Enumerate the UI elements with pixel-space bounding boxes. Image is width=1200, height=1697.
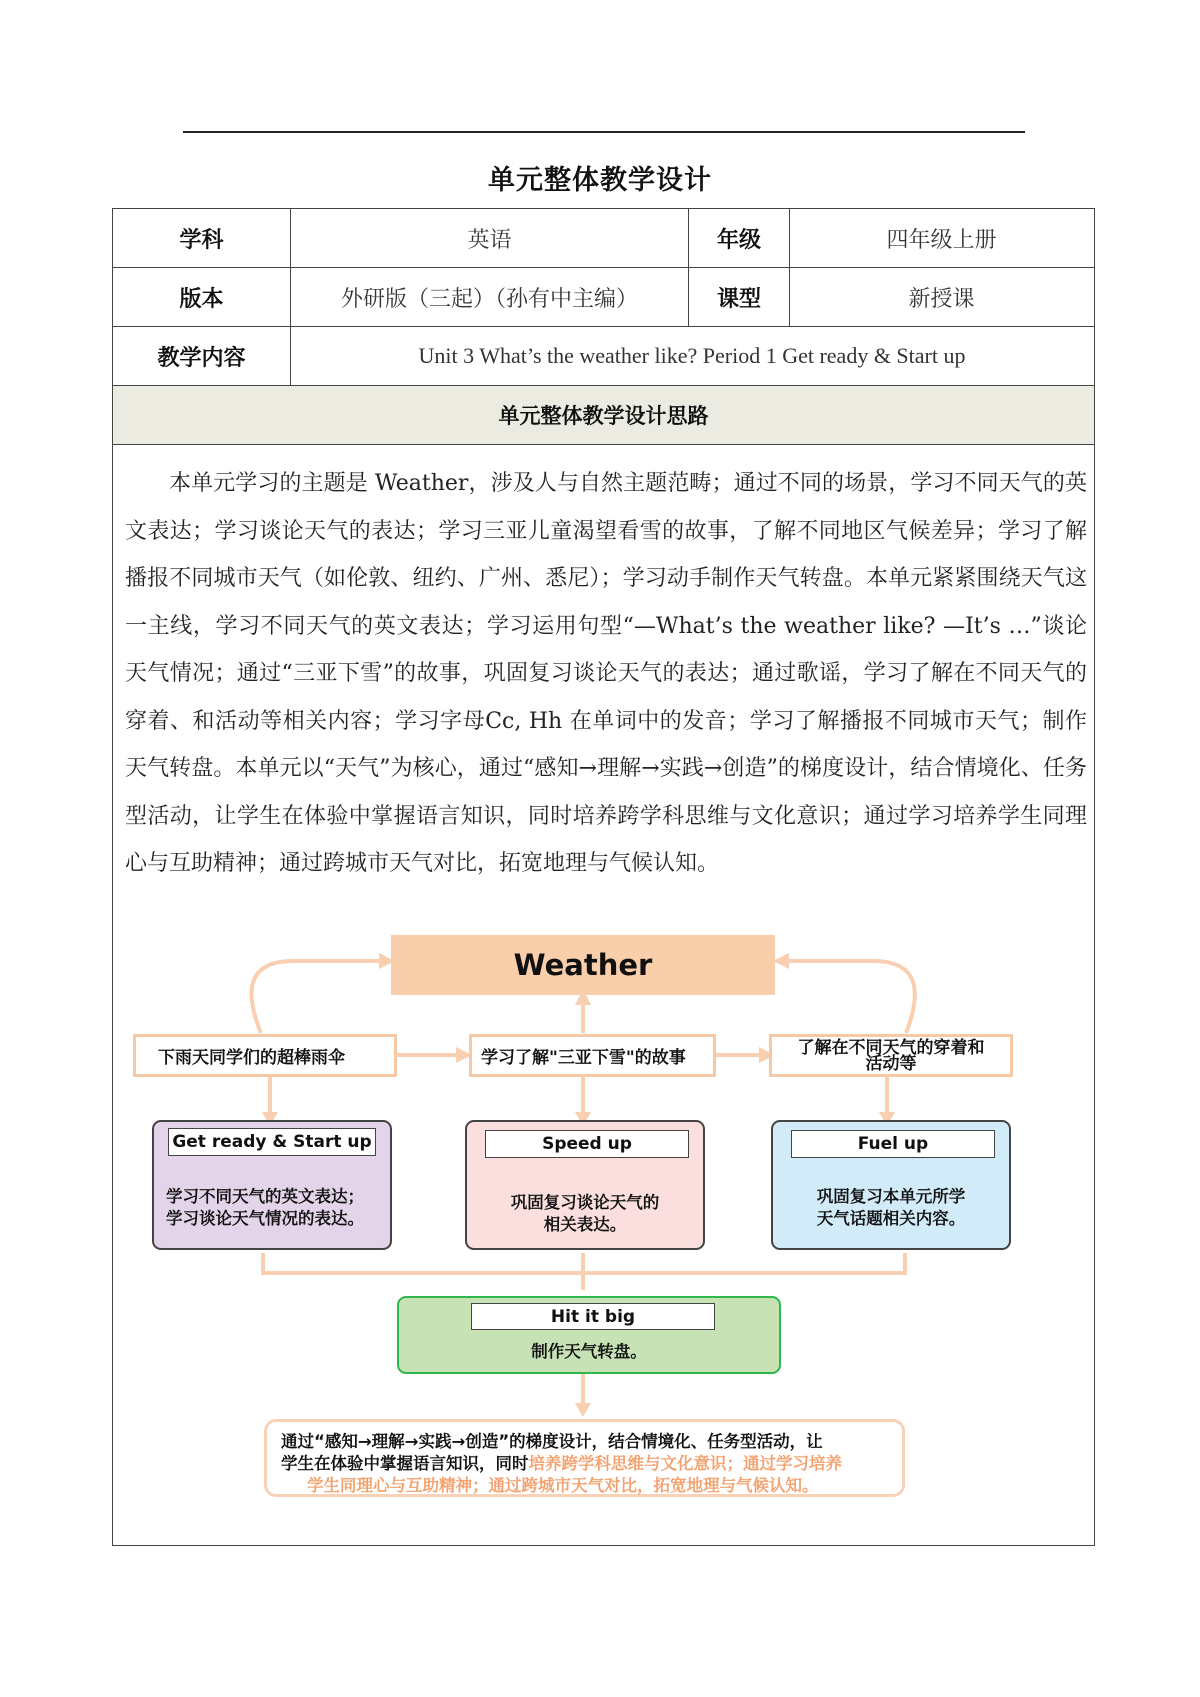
arrowhead <box>773 953 789 969</box>
stage-title: Speed up <box>485 1130 689 1158</box>
edition-label: 版本 <box>113 268 291 326</box>
stage-body-line: 学习不同天气的英文表达； <box>166 1187 364 1206</box>
grade-value: 四年级上册 <box>886 226 997 252</box>
stage-title: Get ready & Start up <box>168 1128 376 1156</box>
arrow-right-curve <box>789 961 915 1033</box>
stage-body-line: 学习谈论天气情况的表达。 <box>166 1209 364 1228</box>
edition-value: 外研版（三起）（孙有中主编） <box>291 268 689 326</box>
conclusion-text-highlight: 培养跨学科思维与文化意识；通过学习培养 <box>528 1454 842 1473</box>
stage-body-line: 巩固复习谈论天气的 <box>510 1193 660 1212</box>
stage-body: 制作天气转盘。 <box>531 1342 647 1361</box>
subject-label: 学科 <box>113 209 291 267</box>
stage-speed-up <box>465 1120 705 1250</box>
top-rule <box>183 131 1025 133</box>
stage-body-line: 天气话题相关内容。 <box>816 1209 966 1228</box>
content-label: 教学内容 <box>113 327 291 385</box>
stage-body <box>166 1186 380 1230</box>
subject-value: 英语 <box>291 209 689 267</box>
conclusion-line: 学生同理心与互助精神；通过跨城市天气对比，拓宽地理与气候认知。 <box>307 1476 819 1495</box>
content-value: Unit 3 What’s the weather like? Period 1 Get ready & Start up <box>418 343 966 368</box>
lesson-type-value: 新授课 <box>908 285 975 311</box>
lesson-design-table <box>112 208 1095 1546</box>
topic-text: 学习了解"三亚下雪"的故事 <box>481 1048 686 1068</box>
topic-box-umbrella <box>133 1034 397 1077</box>
document-title: 单元整体教学设计 <box>488 165 712 196</box>
weather-center-box: Weather <box>391 935 775 995</box>
conclusion-line <box>281 1453 890 1475</box>
conclusion-line: 通过“感知→理解→实践→创造”的梯度设计，结合情境化、任务型活动，让 <box>281 1432 823 1451</box>
stage-fuel-up <box>771 1120 1011 1250</box>
conclusion-box <box>264 1419 905 1497</box>
stage-title: Hit it big <box>471 1303 715 1330</box>
arrow-left-curve <box>251 961 379 1033</box>
section-header-text: 单元整体教学设计思路 <box>498 404 709 428</box>
topic-box-clothing-activities <box>769 1034 1013 1077</box>
topic-box-sanya-snow <box>469 1034 716 1077</box>
conclusion-text-black: 学生在体验中掌握语言知识，同时 <box>281 1454 529 1473</box>
topic-text: 下雨天同学们的超棒雨伞 <box>158 1048 345 1068</box>
stage-hit-it-big <box>397 1296 781 1374</box>
stage-body <box>783 1186 999 1230</box>
topic-text: 了解在不同天气的穿着和活动等 <box>797 1037 985 1074</box>
lesson-type-label: 课型 <box>689 268 790 326</box>
design-rationale-paragraph: 本单元学习的主题是 Weather，涉及人与自然主题范畴；通过不同的场景，学习不同天气的英文表达；学习谈论天气的表达；学习三亚儿童渴望看雪的故事，了解不同地区气候差异；学习了解播报不同城市天气（如伦敦、纽约、广州、悉尼）；学习动手制作天气转盘。本单元紧紧围绕天气这一主线，学习不同天气的英文表达；学习运用句型“—What’s the weather like? —It’s …”谈论天气情况；通过“三亚下雪”的故事，巩固复习谈论天气的表达；通过歌谣，学习了解在不同天气的穿着、和活动等相关内容；学习字母Cc, Hh 在单词中的发音；学习了解播报不同城市天气；制作天气转盘。本单元以“天气”为核心，通过“感知→理解→实践→创造”的梯度设计，结合情境化、任务型活动，让学生在体验中掌握语言知识，同时培养跨学科思维与文化意识；通过学习培养学生同理心与互助精神；通过跨城市天气对比，拓宽地理与气候认知。 <box>125 471 1087 876</box>
arrowhead <box>575 1403 591 1417</box>
stage-body-line: 巩固复习本单元所学 <box>816 1187 966 1206</box>
stage-get-ready-start-up <box>152 1120 392 1250</box>
stage-body <box>477 1192 693 1236</box>
stage-body-line: 相关表达。 <box>543 1215 627 1234</box>
grade-label: 年级 <box>689 209 790 267</box>
stage-title: Fuel up <box>791 1130 995 1158</box>
